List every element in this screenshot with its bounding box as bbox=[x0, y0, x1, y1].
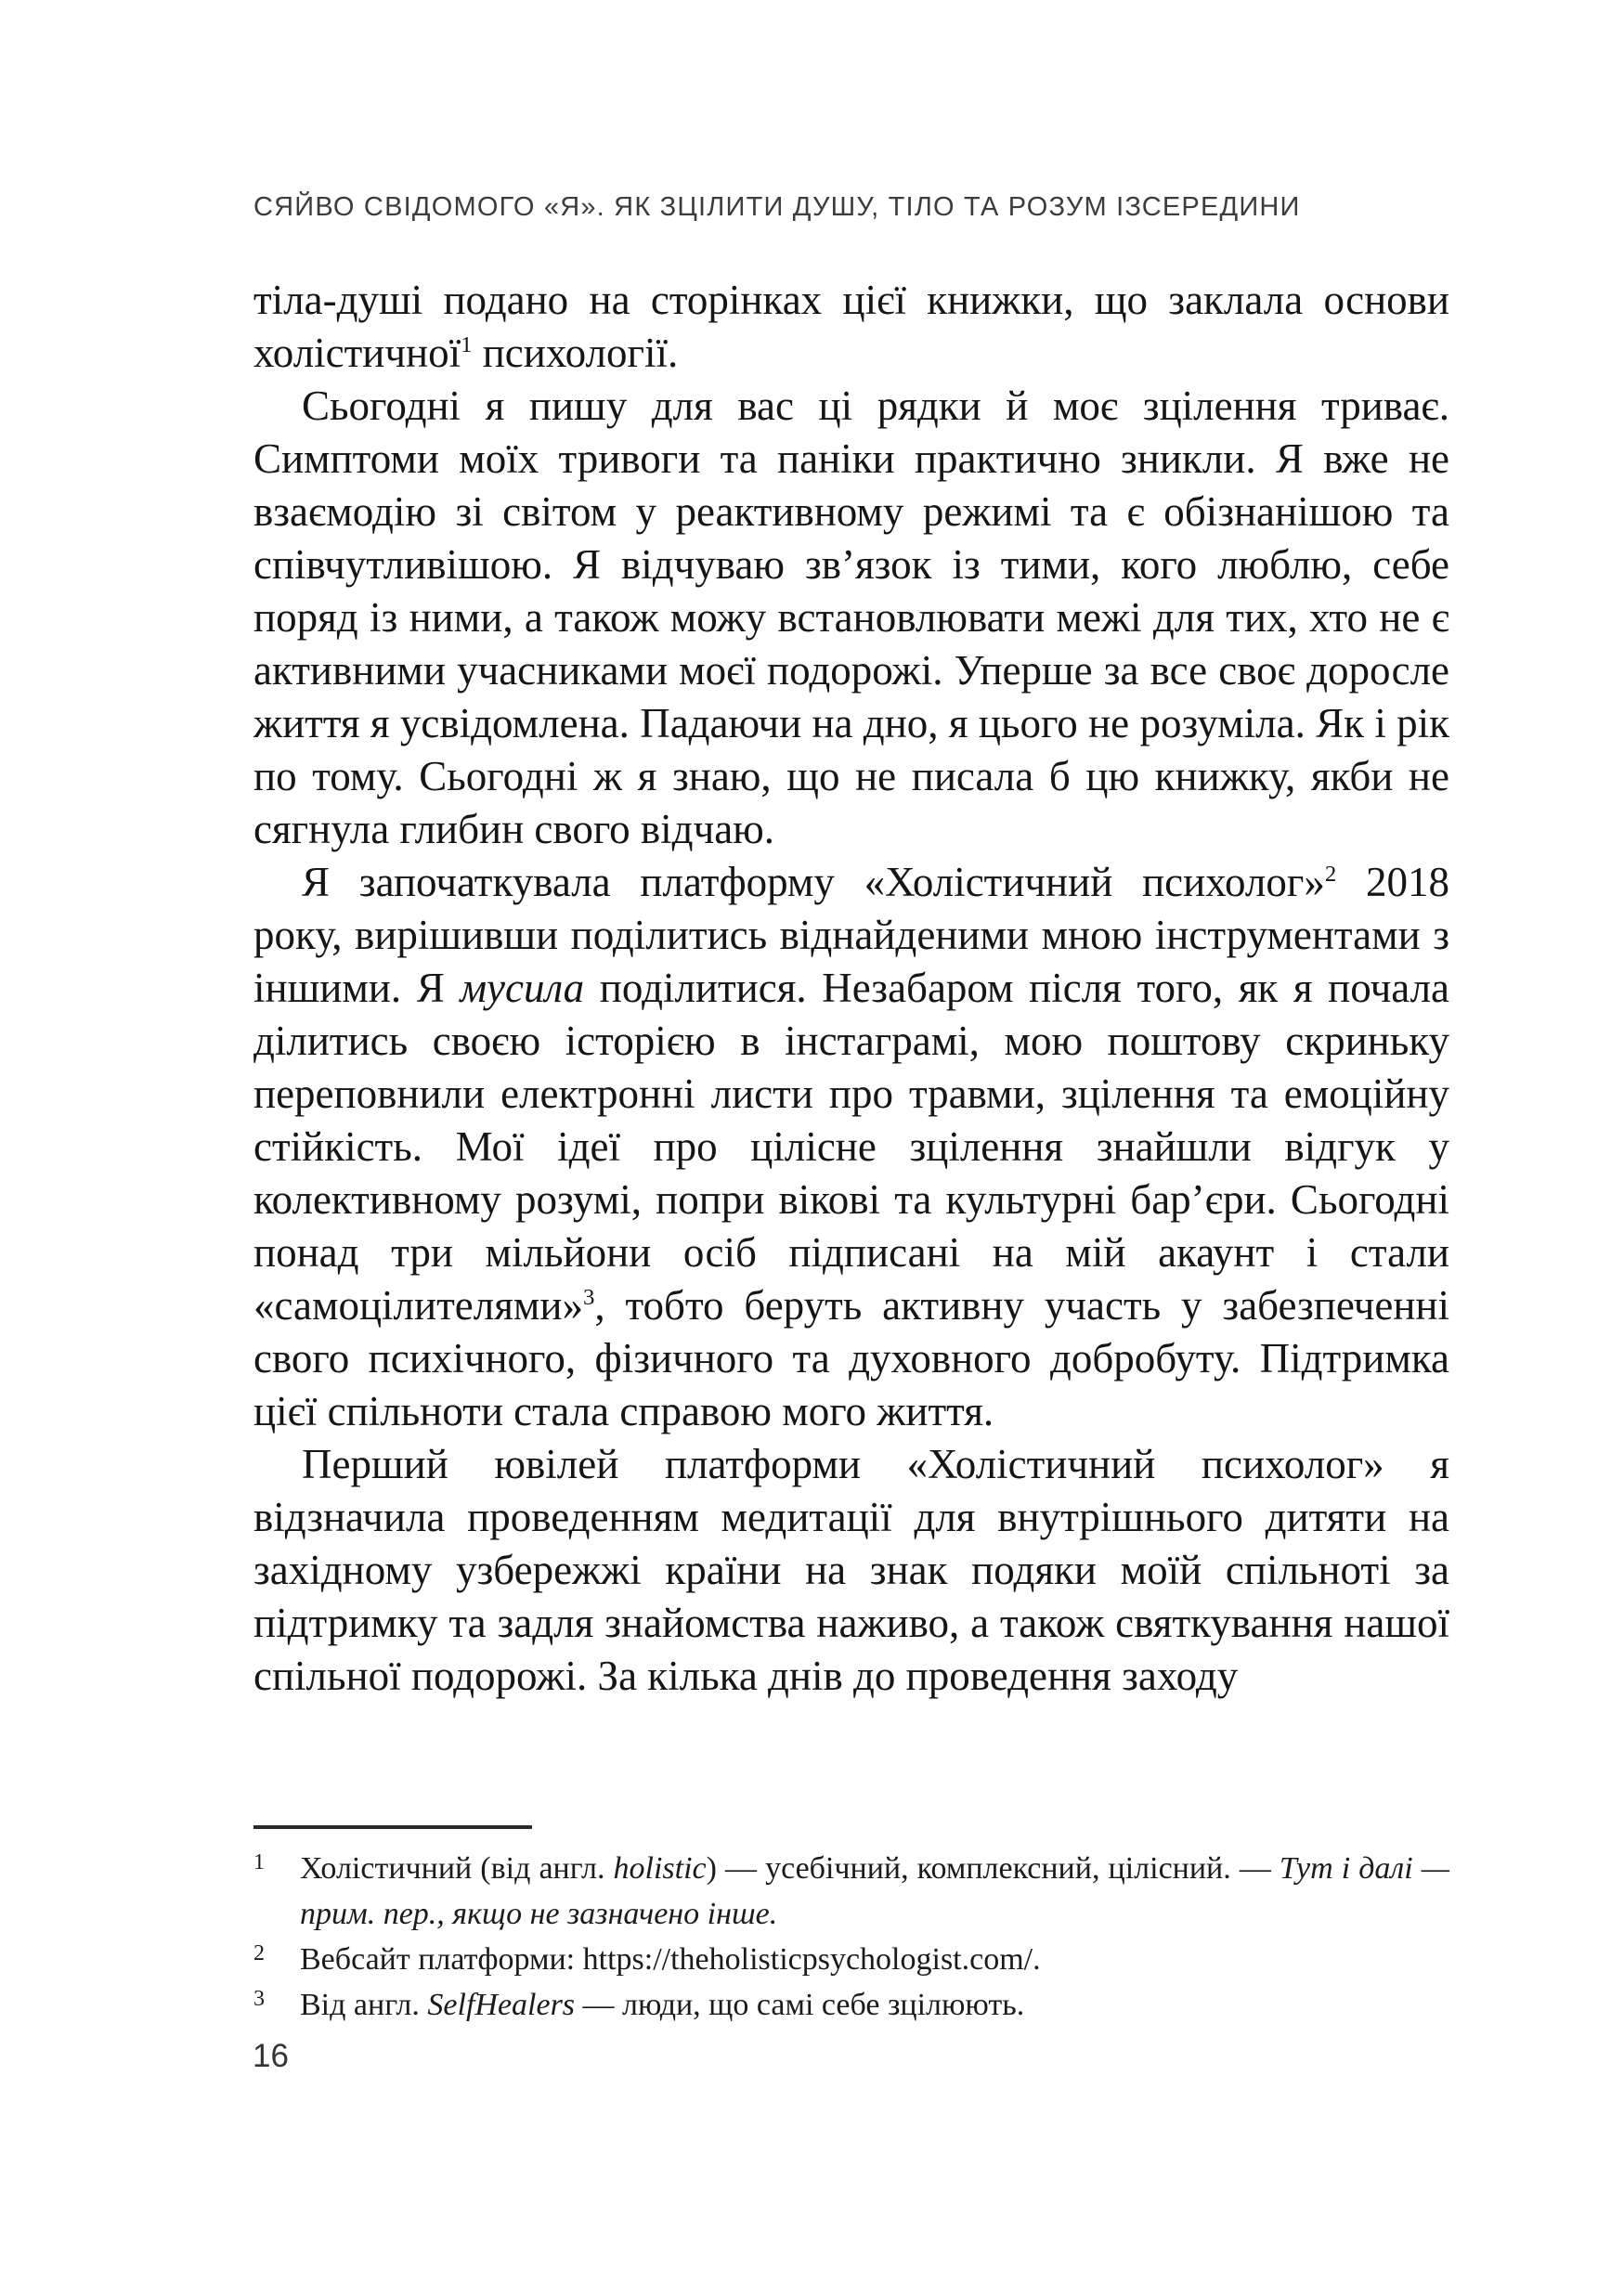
footnote-text bbox=[300, 1988, 1024, 2022]
footnote-reference: 1 bbox=[461, 332, 473, 357]
body-text bbox=[253, 274, 1449, 1703]
page-number: 16 bbox=[253, 2038, 289, 2074]
text-segment: Вебсайт платформи: https://theholisticpsychologist.com/. bbox=[300, 1942, 1041, 1977]
footnote-reference: 3 bbox=[582, 1285, 595, 1310]
paragraph bbox=[253, 856, 1449, 1438]
text-segment: — люди, що самі себе зцілюють. bbox=[575, 1988, 1025, 2022]
footnotes bbox=[253, 1846, 1449, 2028]
footnote-item bbox=[253, 1937, 1449, 1982]
text-segment: поділитися. Незабаром після того, як я почала ділитись своєю історією в інстаграмі, мою поштову скриньку переповнили електронні листи про травми, зцілення та емоційну стійкість. Мої ідеї про цілісне зцілення знайшли відгук у колективному розумі, попри вікові та культурні бар’єри. Сьогодні понад три мільйони осіб підписані на мій акаунт і стали «самоцілителями» bbox=[253, 965, 1450, 1329]
text-segment: SelfHealers bbox=[427, 1988, 576, 2022]
text-segment: Сьогодні я пишу для вас ці рядки й моє зцілення триває. Симптоми моїх тривоги та паніки практично зникли. Я вже не взаємодію зі світом у реактивному режимі та є обізнанішою та співчутливішою. Я відчуваю зв’язок із тими, кого люблю, себе поряд із ними, а також можу встановлювати межі для тих, хто не є активними учасниками моєї подорожі. Уперше за все своє доросле життя я усвідомлена. Падаючи на дно, я цього не розуміла. Як і рік по тому. Сьогодні ж я знаю, що не писала б цю книжку, якби не сягнула глибин свого відчаю. bbox=[253, 383, 1449, 852]
text-segment: тіла-душі подано на сторінках цієї книжки, що заклала основи холістичної bbox=[253, 277, 1449, 376]
footnote-marker: 2 bbox=[253, 1941, 265, 1965]
footnote-marker: 3 bbox=[253, 1987, 265, 2011]
footnote-separator bbox=[253, 1825, 532, 1829]
paragraph bbox=[253, 274, 1449, 380]
text-segment: ) — усебічний, комплексний, цілісний. — bbox=[706, 1851, 1280, 1886]
footnote-reference: 2 bbox=[1324, 862, 1337, 887]
text-segment: Я започаткувала платформу «Холістичний психолог» bbox=[302, 859, 1325, 905]
text-segment: , тобто беруть активну участь у забезпеченні свого психічного, фізичного та духовного добробуту. Підтримка цієї спільноти стала справою мого життя. bbox=[253, 1282, 1449, 1434]
text-segment: holistic bbox=[613, 1851, 707, 1886]
paragraph bbox=[253, 1438, 1449, 1703]
text-segment: Перший ювілей платформи «Холістичний психолог» я відзначила проведенням медитації для внутрішнього дитяти на західному узбережжі країни на знак подяки моїй спільноті за підтримку та задля знайомства наживо, а також святкування нашої спільної подорожі. За кілька днів до проведення заходу bbox=[253, 1441, 1449, 1699]
running-header: СЯЙВО СВІДОМОГО «Я». ЯК ЗЦІЛИТИ ДУШУ, ТІЛО ТА РОЗУМ ІЗСЕРЕДИНИ bbox=[253, 192, 1301, 222]
text-segment: психології. bbox=[472, 330, 679, 376]
footnote-text bbox=[300, 1942, 1041, 1977]
text-segment: Холістичний (від англ. bbox=[300, 1851, 614, 1886]
text-segment: мусила bbox=[460, 965, 585, 1011]
footnote-item bbox=[253, 1846, 1449, 1937]
footnote-item bbox=[253, 1982, 1449, 2028]
text-segment: Тут і далі — прим. пер., якщо не зазначено інше. bbox=[300, 1851, 1449, 1931]
paragraph bbox=[253, 380, 1449, 856]
text-segment: 2018 року, вирішивши поділитись віднайденими мною інструментами з іншими. Я bbox=[253, 859, 1449, 1011]
footnote-marker: 1 bbox=[253, 1850, 265, 1874]
footnote-text bbox=[300, 1851, 1449, 1931]
text-segment: Від англ. bbox=[300, 1988, 428, 2022]
